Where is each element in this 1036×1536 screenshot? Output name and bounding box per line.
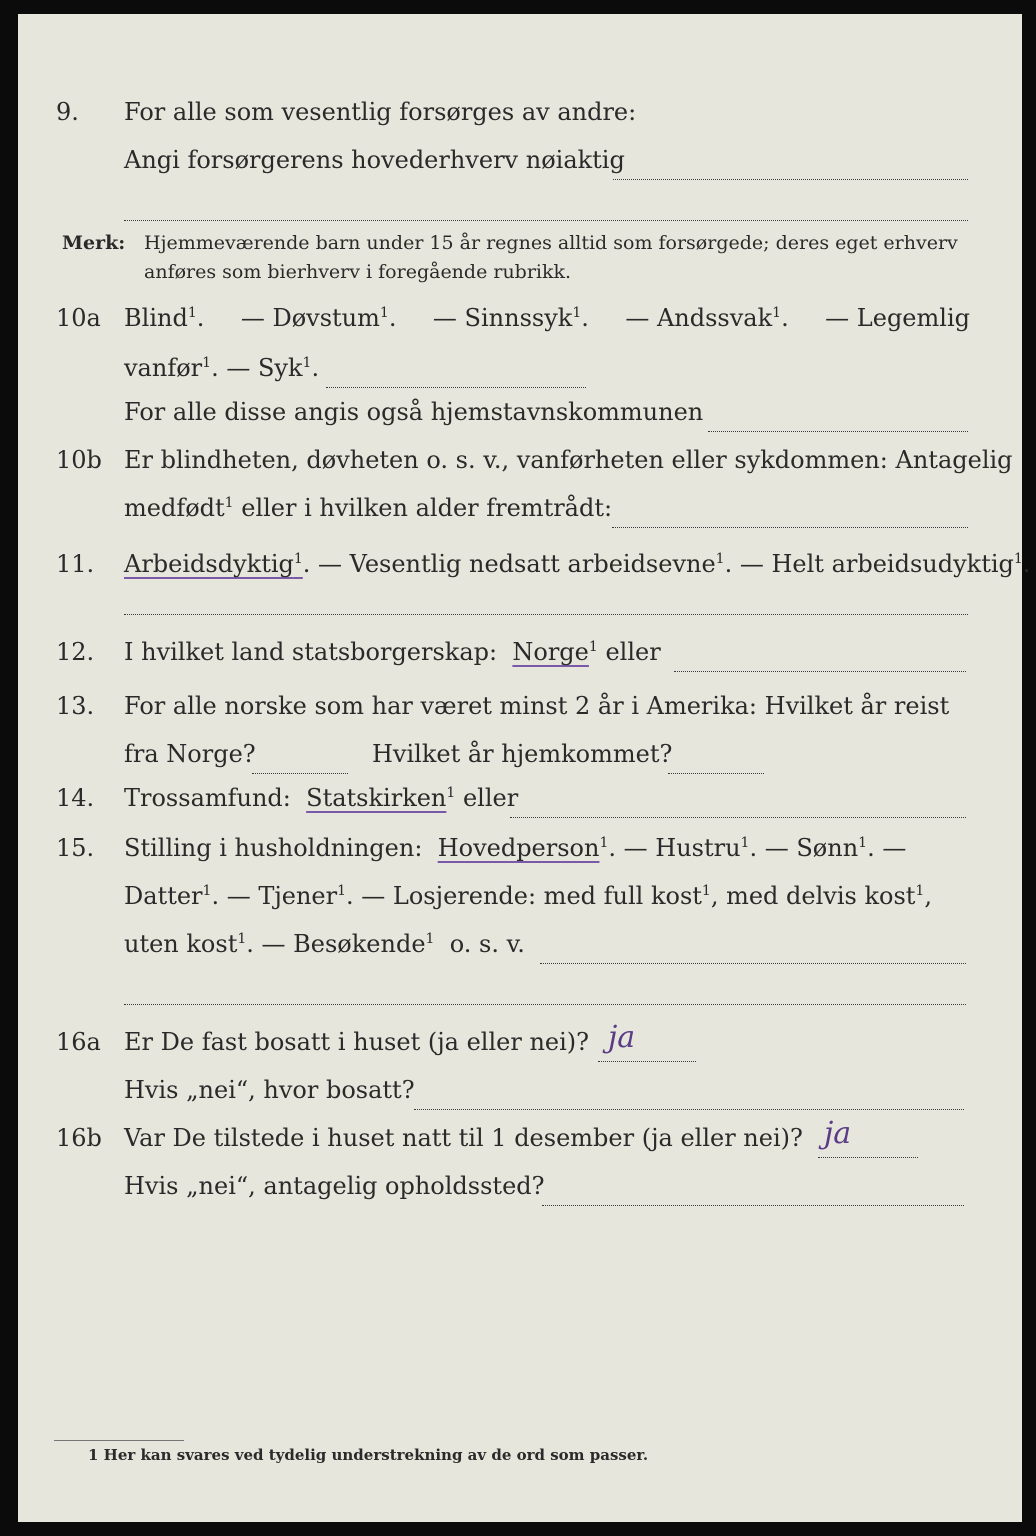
option-norge[interactable]: Norge bbox=[512, 638, 589, 666]
answer-line[interactable] bbox=[510, 778, 966, 818]
answer-line[interactable] bbox=[613, 140, 968, 180]
question-10a bbox=[18, 298, 1022, 338]
option-nedsatt[interactable]: . — Vesentlig nedsatt arbeidsevne$^1$ bbox=[302, 550, 725, 578]
answer-line[interactable] bbox=[668, 734, 764, 774]
answer-line[interactable] bbox=[124, 614, 968, 615]
answer-line[interactable] bbox=[674, 632, 966, 672]
question-16b-line-2 bbox=[18, 1166, 1022, 1206]
handwritten-answer-16a[interactable]: ja bbox=[608, 1020, 636, 1055]
census-form-page bbox=[18, 14, 1031, 1522]
question-text: Hvis „nei“, antagelig opholdssted? bbox=[124, 1172, 545, 1200]
question-9-line-2 bbox=[18, 140, 1022, 180]
question-text: For alle norske som har været minst 2 år i Amerika: Hvilket år reist bbox=[124, 692, 950, 720]
answer-line[interactable] bbox=[708, 392, 968, 432]
question-number: 16b bbox=[56, 1124, 102, 1152]
option-hovedperson[interactable]: Hovedperson bbox=[437, 834, 600, 862]
answer-line[interactable] bbox=[542, 1166, 964, 1206]
option-blind[interactable]: Blind$^1$. bbox=[124, 304, 205, 332]
option-arbeidsdyktig[interactable]: Arbeidsdyktig$^1$ bbox=[124, 550, 303, 578]
footnote-text: Her kan svares ved tydelig understrekning av de ord som passer. bbox=[103, 1446, 649, 1464]
question-text: Angi forsørgerens hovederhverv nøiaktig bbox=[124, 146, 625, 174]
note-label: Merk: bbox=[62, 232, 126, 254]
answer-line[interactable] bbox=[326, 348, 586, 388]
question-text: Er De fast bosatt i huset (ja eller nei)? bbox=[124, 1028, 590, 1056]
question-9 bbox=[18, 92, 1022, 132]
answer-line[interactable] bbox=[252, 734, 348, 774]
question-10b bbox=[18, 440, 1022, 480]
question-16b bbox=[18, 1118, 1022, 1158]
question-16a bbox=[18, 1022, 1022, 1062]
option-sinnssyk[interactable]: — Sinnssyk$^1$. bbox=[432, 304, 589, 332]
question-16a-line-2 bbox=[18, 1070, 1022, 1110]
question-text: I hvilket land statsborgerskap: bbox=[124, 638, 498, 666]
answer-line[interactable] bbox=[124, 1004, 966, 1005]
question-15-line-2: Datter$^1$ . — Tjener$^1$ . — Losjerende: med full kost$^1$ , med delvis kost$^1$ , bbox=[18, 876, 1022, 916]
question-10a-line-2 bbox=[18, 348, 1022, 388]
answer-line[interactable] bbox=[540, 924, 966, 964]
option-andssvak[interactable]: — Andssvak$^1$. bbox=[625, 304, 789, 332]
answer-line[interactable] bbox=[124, 220, 968, 221]
question-14: 14. Trossamfund: Statskirken 1 eller bbox=[18, 778, 1022, 818]
question-number: 14. bbox=[56, 784, 95, 812]
question-text: eller bbox=[605, 638, 661, 666]
option-vanfor[interactable]: vanfør$^1$. bbox=[124, 354, 219, 382]
footnote-rule bbox=[54, 1440, 184, 1441]
footnote-mark: 1 bbox=[88, 1446, 99, 1464]
option-delvis-kost[interactable]: , med delvis kost$^1$ bbox=[710, 882, 925, 910]
question-text: eller bbox=[462, 784, 519, 812]
note-text: Hjemmeværende barn under 15 år regnes alltid som forsørgede; deres eget erhverv anføres som bierhverv i foregående rubrikk. bbox=[144, 232, 958, 283]
question-number: 11. bbox=[56, 550, 95, 578]
option-syk[interactable]: — Syk$^1$. bbox=[226, 354, 320, 382]
question-13 bbox=[18, 686, 1022, 726]
question-15: 15. Stilling i husholdningen: Hovedperson 1 . — Hustru$^1$ . — Sønn$^1$ . — bbox=[18, 828, 1022, 868]
question-10a-line-3 bbox=[18, 392, 1022, 432]
question-number: 9. bbox=[56, 98, 79, 126]
answer-line[interactable] bbox=[414, 1070, 964, 1110]
question-text: For alle som vesentlig forsørges av andre: bbox=[124, 98, 637, 126]
question-text: Er blindheten, døvheten o. s. v., vanførheten eller sykdommen: Antagelig bbox=[124, 446, 1013, 474]
question-15-line-3: uten kost$^1$ . — Besøkende$^1$ o. s. v. bbox=[18, 924, 1022, 964]
option-full-kost[interactable]: . — Losjerende: med full kost$^1$ bbox=[346, 882, 711, 910]
footnote bbox=[88, 1446, 648, 1464]
option-hustru[interactable]: . — Hustru$^1$ bbox=[608, 834, 750, 862]
question-number: 16a bbox=[56, 1028, 101, 1056]
option-besokende[interactable]: . — Besøkende$^1$ bbox=[246, 930, 435, 958]
question-number: 12. bbox=[56, 638, 95, 666]
option-sonn[interactable]: . — Sønn$^1$ bbox=[749, 834, 868, 862]
question-number: 13. bbox=[56, 692, 95, 720]
question-text: eller i hvilken alder fremtrådt: bbox=[241, 494, 613, 522]
option-uten-kost[interactable]: uten kost$^1$ bbox=[124, 930, 247, 958]
question-text: Trossamfund: bbox=[124, 784, 291, 812]
question-text: Var De tilstede i huset natt til 1 desember (ja eller nei)? bbox=[124, 1124, 803, 1152]
option-medfodt[interactable]: medfødt$^1$ bbox=[124, 494, 234, 522]
option-statskirken[interactable]: Statskirken bbox=[306, 784, 447, 812]
question-12: 12. I hvilket land statsborgerskap: Norge 1 eller bbox=[18, 632, 1022, 672]
question-11 bbox=[18, 544, 1031, 584]
question-number: 10a bbox=[56, 304, 101, 332]
question-text: Hvis „nei“, hvor bosatt? bbox=[124, 1076, 415, 1104]
question-number: 15. bbox=[56, 834, 95, 862]
handwritten-answer-16b[interactable]: ja bbox=[824, 1116, 852, 1151]
question-text: fra Norge? bbox=[124, 740, 256, 768]
question-10b-line-2 bbox=[18, 488, 1022, 528]
option-datter[interactable]: Datter$^1$ bbox=[124, 882, 212, 910]
question-text: Stilling i husholdningen: bbox=[124, 834, 423, 862]
option-legemlig[interactable]: — Legemlig bbox=[825, 304, 970, 332]
question-number: 10b bbox=[56, 446, 102, 474]
option-udyktig[interactable]: . — Helt arbeidsudyktig$^1$. bbox=[724, 550, 1031, 578]
question-13-line-2 bbox=[18, 734, 1022, 774]
option-tjener[interactable]: . — Tjener$^1$ bbox=[211, 882, 347, 910]
option-dovstum[interactable]: — Døvstum$^1$. bbox=[240, 304, 397, 332]
question-text: For alle disse angis også hjemstavnskommunen bbox=[124, 398, 704, 426]
question-text: Hvilket år hjemkommet? bbox=[372, 740, 673, 768]
answer-line[interactable] bbox=[612, 488, 968, 528]
